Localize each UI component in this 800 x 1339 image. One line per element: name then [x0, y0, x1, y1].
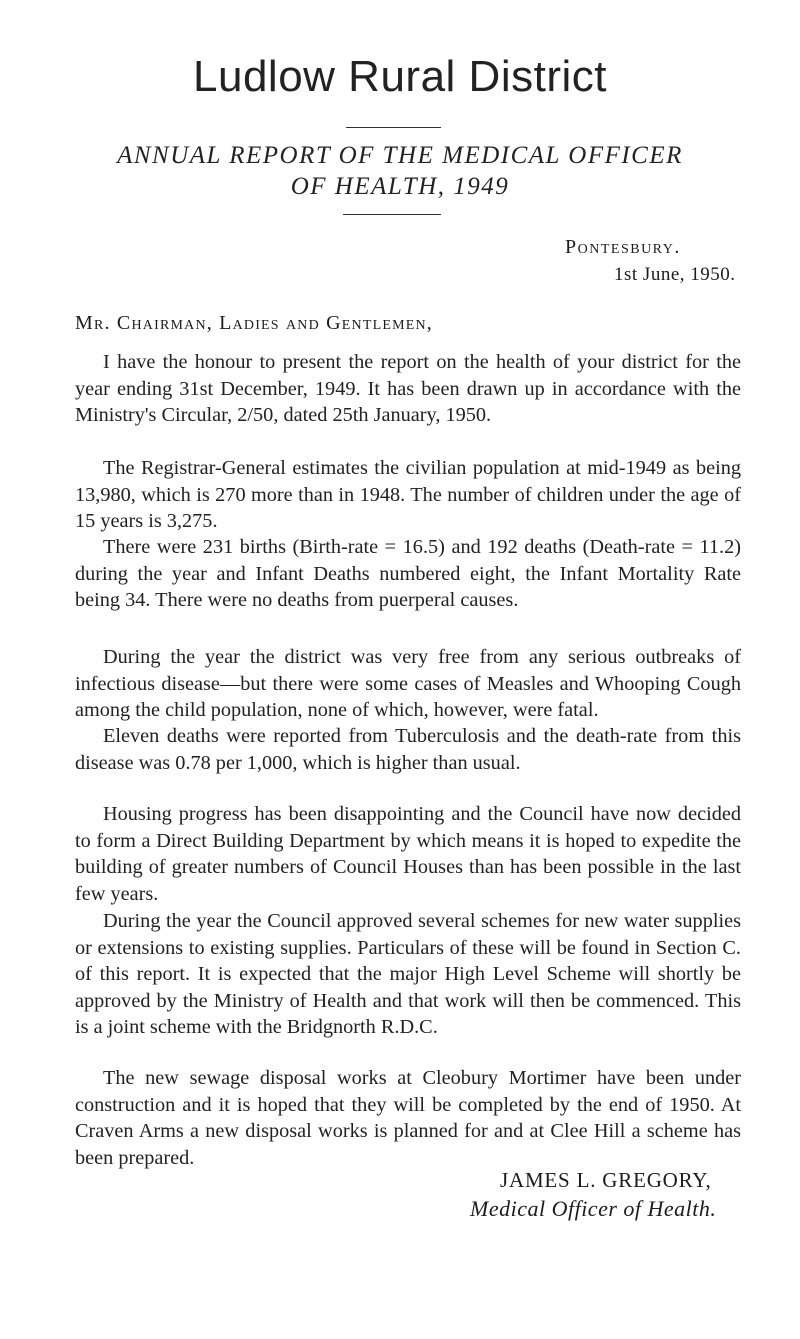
signature-name: JAMES L. GREGORY, [500, 1168, 712, 1192]
report-subtitle-line-1: ANNUAL REPORT OF THE MEDICAL OFFICER [117, 142, 683, 169]
report-subtitle-line-2: OF HEALTH, 1949 [290, 173, 510, 200]
subtitle-divider [343, 214, 441, 215]
paragraph-tuberculosis: Eleven deaths were reported from Tuberculosis and the death-rate from this disease was 0.78 per 1,000, which is higher than usual. [75, 725, 741, 774]
paragraph-population: The Registrar-General estimates the civilian population at mid-1949 as being 13,980, which is 270 more than in 1948. The number of children under the age of 15 years is 3,275. [75, 457, 741, 532]
letter-date: 1st June, 1950. [614, 264, 736, 285]
letter-salutation: Mr. Chairman, Ladies and Gentlemen, [75, 312, 433, 334]
paragraph-housing: Housing progress has been disappointing and the Council have now decided to form a Direct Building Department by which means it is hoped to expedite the building of greater numbers of Council Houses than has been possible in the last few years. [75, 803, 741, 905]
paragraph-report-intro: I have the honour to present the report on the health of your district for the year ending 31st December, 1949. It has been drawn up in accordance with the Ministry's Circular, 2/50, dated 25th January, 1950. [75, 351, 741, 426]
letter-place: Pontesbury. [565, 236, 681, 258]
paragraph-sewage-disposal: The new sewage disposal works at Cleobury Mortimer have been under construction and it is hoped that they will be completed by the end of 1950. At Craven Arms a new disposal works is planned for and at Clee Hill a scheme has been prepared. [75, 1067, 741, 1169]
signature-title: Medical Officer of Health. [470, 1196, 717, 1221]
paragraph-infectious-disease: During the year the district was very free from any serious outbreaks of infectious disease—but there were some cases of Measles and Whooping Cough among the child population, none of which, however, were fatal. [75, 646, 741, 721]
paragraph-water-supplies: During the year the Council approved several schemes for new water supplies or extensions to existing supplies. Particulars of these will be found in Section C. of this report. It is expected that the major High Level Scheme will shortly be approved by the Ministry of Health and that work will then be commenced. This is a joint scheme with the Bridgnorth R.D.C. [75, 910, 741, 1038]
district-title: Ludlow Rural District [193, 52, 607, 101]
paragraph-births-deaths: There were 231 births (Birth-rate = 16.5) and 192 deaths (Death-rate = 11.2) during the year and Infant Deaths numbered eight, the Infant Mortality Rate being 34. There were no deaths from puerperal causes. [75, 536, 741, 611]
title-divider [346, 127, 441, 128]
